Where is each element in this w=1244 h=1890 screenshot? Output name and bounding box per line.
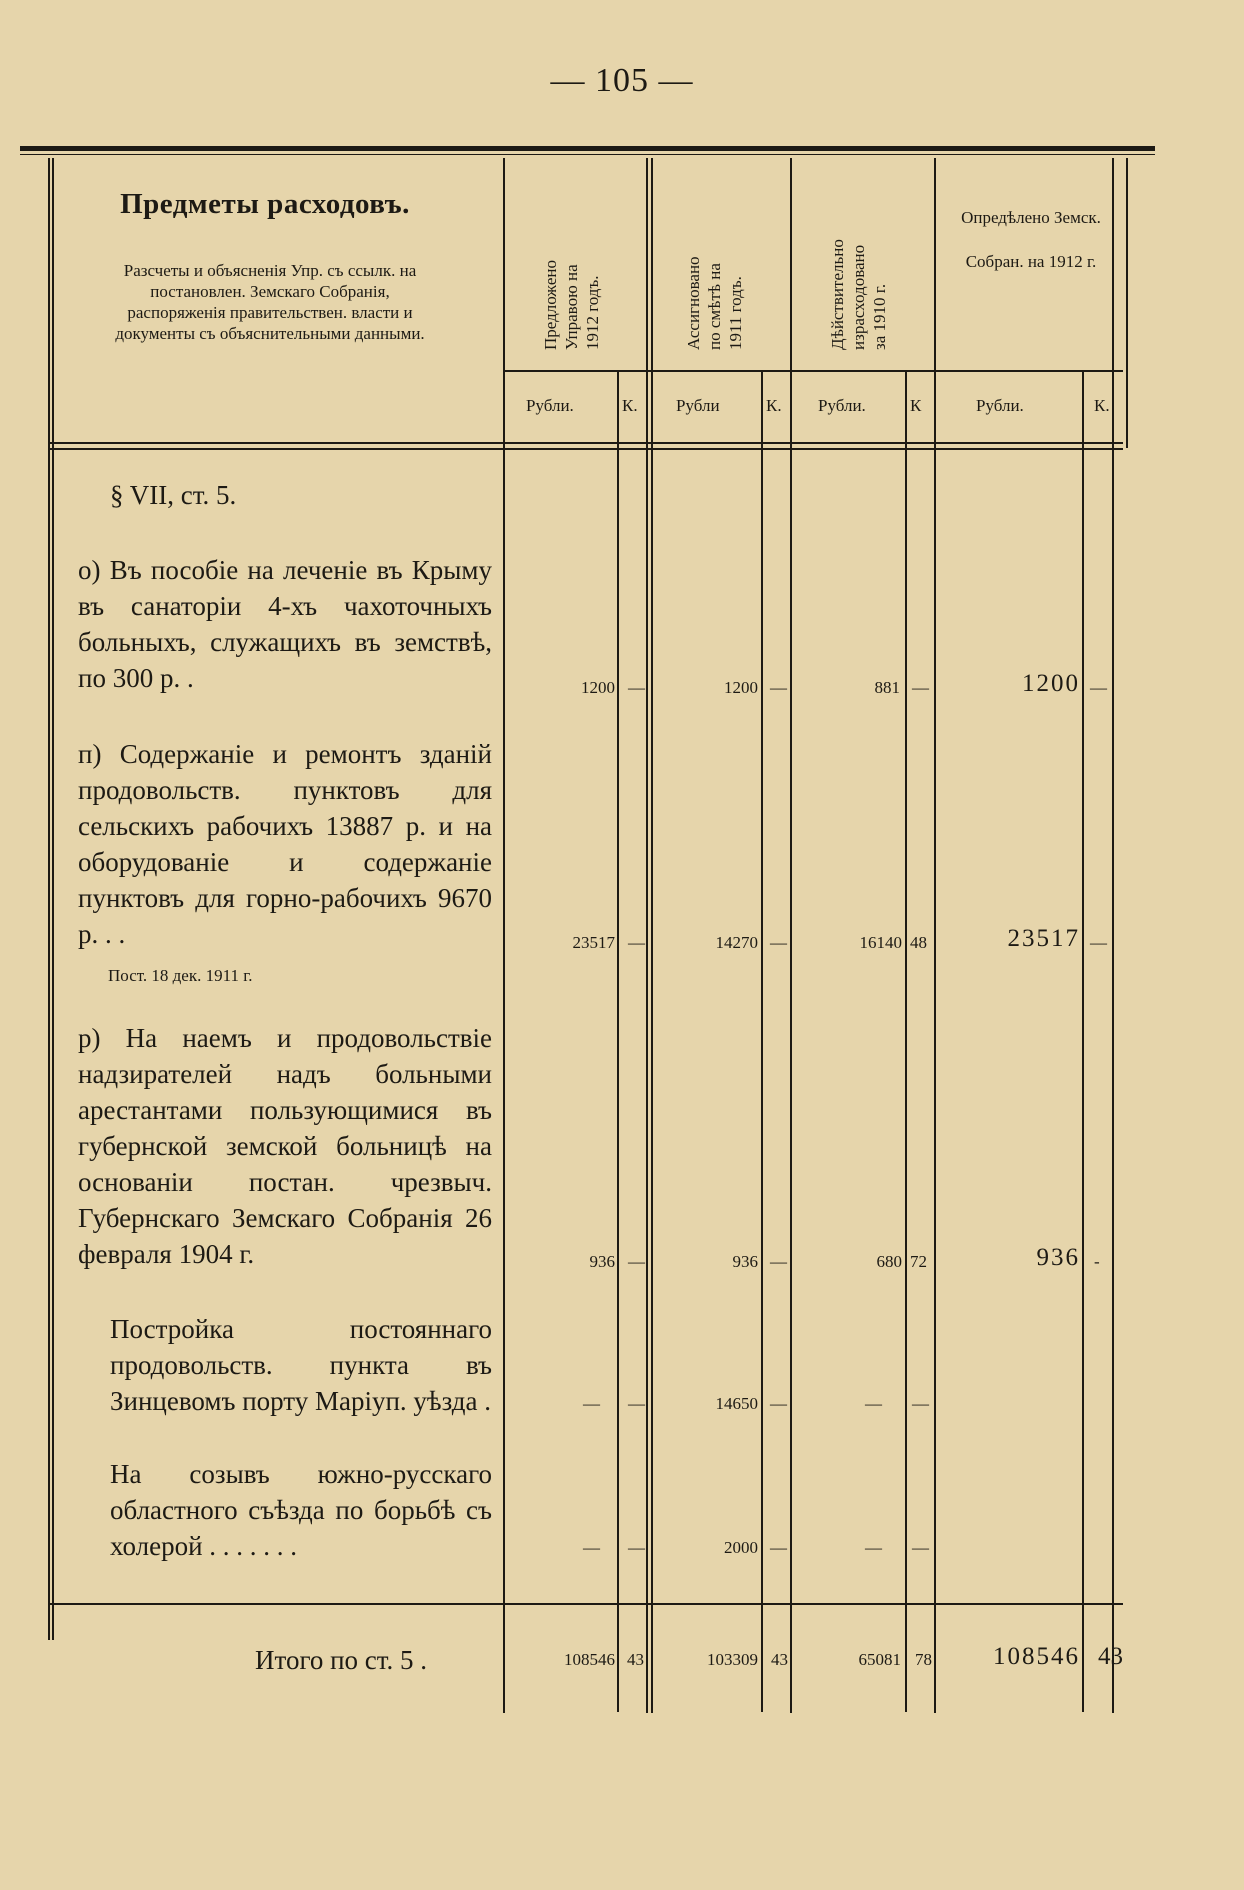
top-rule [20, 146, 1155, 151]
value-assigned-kopecks: — [770, 1252, 787, 1271]
value-proposed-kopecks: — [628, 1252, 645, 1271]
value-assigned-kopecks: — [770, 1394, 787, 1413]
total-label: Итого по ст. 5 . [255, 1645, 428, 1675]
total-proposed-rubles: 108546 [564, 1650, 615, 1669]
value-decided-rubles: 1200 [1022, 670, 1080, 697]
value-spent-rubles: 16140 [859, 933, 902, 952]
value-spent-kopecks: 48 [910, 933, 927, 952]
row-text-construction: Постройка постояннаго продовольств. пункта въ Зинцевомъ порту Маріуп. уѣзда . [110, 1314, 492, 1416]
value-assigned-rubles: 1200 [724, 678, 758, 697]
column-header-spent: Дѣйствительно израсходовано за 1910 г. [828, 239, 889, 350]
top-rule-thin [20, 154, 1155, 155]
value-proposed-rubles: 1200 [581, 678, 615, 697]
row-text-congress: На созывъ южно-русскаго областного съѣзда по борьбѣ съ холерой . . . . . . . [110, 1459, 492, 1561]
value-decided-kopecks: — [1090, 933, 1107, 952]
value-spent-kopecks: — [912, 678, 929, 697]
section-heading: § VII, ст. 5. [110, 480, 237, 510]
value-proposed-rubles: — [583, 1394, 600, 1413]
value-proposed-rubles: — [583, 1538, 600, 1557]
total-spent-rubles: 65081 [858, 1650, 901, 1669]
value-proposed-rubles: 23517 [572, 933, 615, 952]
value-spent-rubles: — [865, 1394, 882, 1413]
unit-kopecks: К. [622, 396, 638, 415]
total-assigned-rubles: 103309 [707, 1650, 758, 1669]
value-assigned-rubles: 2000 [724, 1538, 758, 1557]
total-spent-kopecks: 78 [915, 1650, 932, 1669]
column-header-assigned: Ассигновано по смѣтѣ на 1911 годъ. [684, 256, 745, 350]
total-decided-kopecks: 43 [1098, 1643, 1123, 1670]
page-number: — 105 — [550, 62, 694, 99]
value-assigned-rubles: 14270 [715, 933, 758, 952]
value-spent-rubles: — [865, 1538, 882, 1557]
value-assigned-rubles: 14650 [715, 1394, 758, 1413]
unit-kopecks: К. [1094, 396, 1110, 415]
value-spent-rubles: 680 [876, 1252, 902, 1271]
value-spent-rubles: 881 [874, 678, 900, 697]
value-spent-kopecks: — [912, 1538, 929, 1557]
value-decided-kopecks: — [1090, 678, 1107, 697]
value-assigned-kopecks: — [770, 678, 787, 697]
value-assigned-kopecks: — [770, 1538, 787, 1557]
column-header-subject-desc: Разсчеты и объясненія Упр. съ ссылк. на постановлен. Земскаго Собранія, распоряженія правительствен. власти и документы съ объяснительными данными. [115, 261, 425, 343]
value-proposed-kopecks: — [628, 678, 645, 697]
value-decided-rubles: 23517 [1007, 925, 1080, 952]
value-spent-kopecks: — [912, 1394, 929, 1413]
value-assigned-rubles: 936 [732, 1252, 758, 1271]
unit-rubles: Рубли. [526, 396, 574, 415]
total-proposed-kopecks: 43 [627, 1650, 644, 1669]
row-text-o: о) Въ пособіе на леченіе въ Крыму въ санаторіи 4-хъ чахоточныхъ больныхъ, служащихъ въ земствѣ, по 300 р. . [78, 555, 492, 693]
unit-kopecks: К. [766, 396, 782, 415]
value-proposed-rubles: 936 [589, 1252, 615, 1271]
value-decided-kopecks: - [1094, 1252, 1100, 1271]
column-header-subject: Предметы расходовъ. [120, 188, 410, 220]
column-header-proposed: Предложено Управою на 1912 годъ. [541, 260, 602, 350]
unit-kopecks: К [910, 396, 922, 415]
total-decided-rubles: 108546 [993, 1643, 1080, 1670]
row-text-p: п) Содержаніе и ремонтъ зданій продовольств. пунктовъ для сельскихъ рабочихъ 13887 р. и на оборудованіе и содержаніе пунктовъ для горно-рабочихъ 9670 р. . . [78, 739, 492, 949]
row-text-r: р) На наемъ и продовольствіе надзирателей надъ больными арестантами пользующимися въ губернской земской больницѣ на основаніи постан. чрезвыч. Губернскаго Земскаго Собранія 26 февраля 1904 г. [78, 1023, 492, 1269]
total-assigned-kopecks: 43 [771, 1650, 788, 1669]
value-proposed-kopecks: — [628, 1538, 645, 1557]
value-assigned-kopecks: — [770, 933, 787, 952]
value-proposed-kopecks: — [628, 1394, 645, 1413]
value-spent-kopecks: 72 [910, 1252, 927, 1271]
unit-rubles: Рубли. [976, 396, 1024, 415]
value-proposed-kopecks: — [628, 933, 645, 952]
unit-rubles: Рубли [676, 396, 720, 415]
value-decided-rubles: 936 [1036, 1244, 1080, 1271]
column-header-decided: Опредѣлено Земск. Собран. на 1912 г. [961, 208, 1101, 271]
unit-rubles: Рубли. [818, 396, 866, 415]
row-note: Пост. 18 дек. 1911 г. [108, 966, 253, 985]
